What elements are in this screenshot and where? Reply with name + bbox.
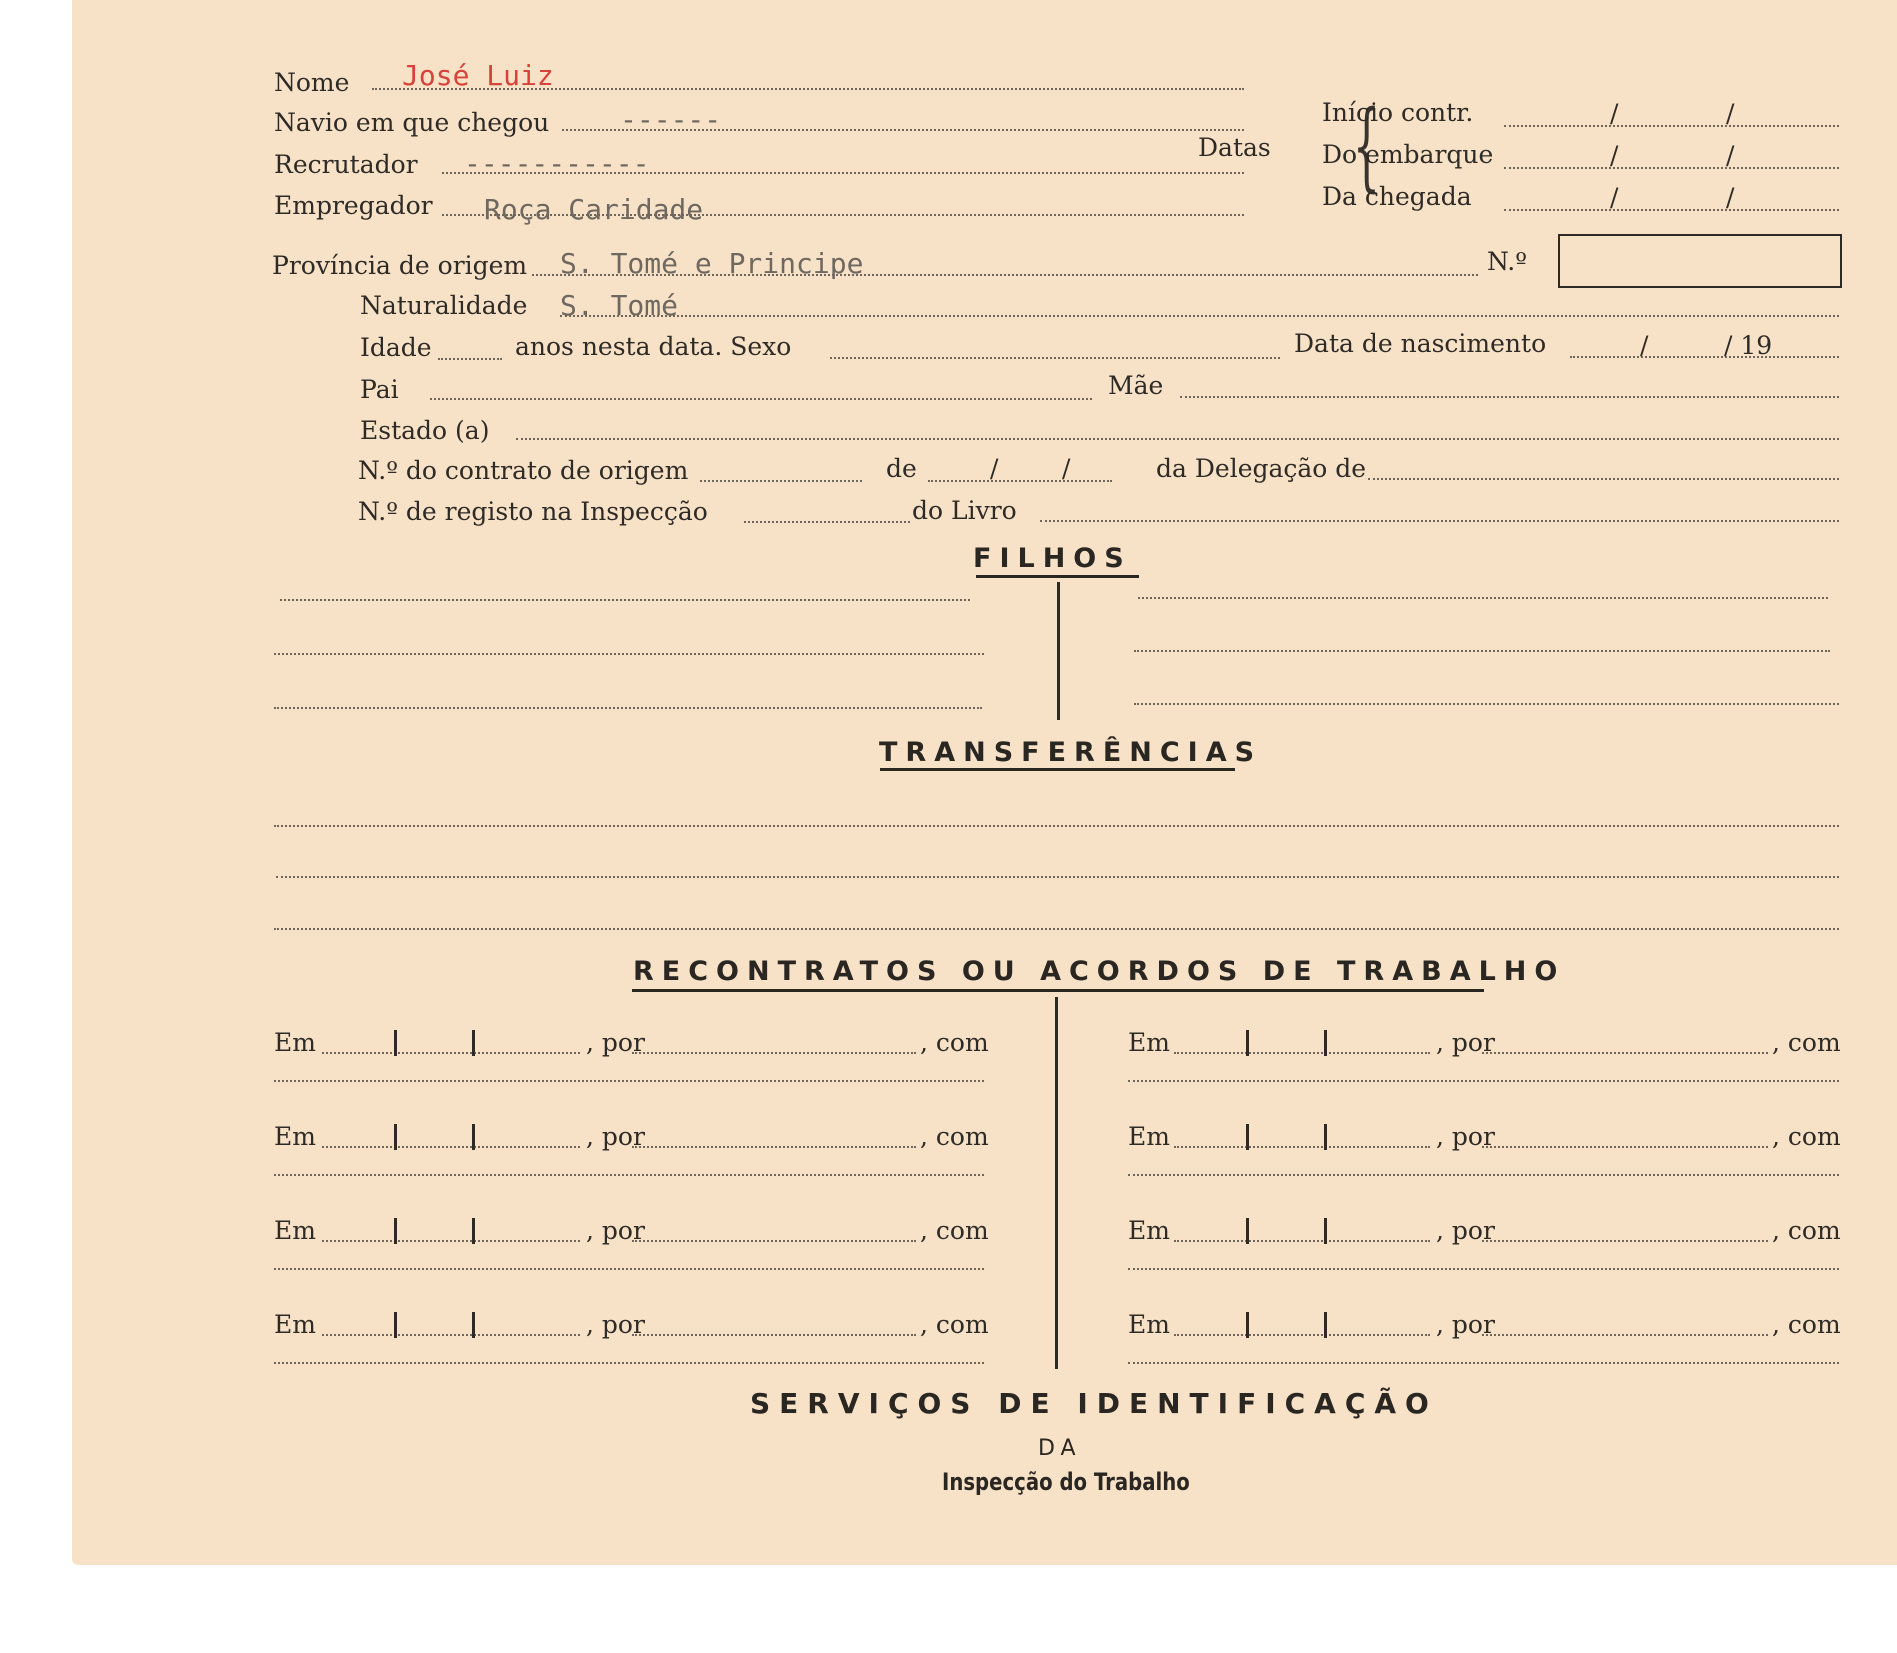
por-field[interactable]	[632, 1240, 916, 1242]
date-separator	[394, 1124, 397, 1150]
nascimento-year: / 19	[1724, 331, 1773, 360]
com-label: , com	[920, 1122, 989, 1151]
com-label: , com	[1772, 1028, 1841, 1057]
sexo-field[interactable]	[830, 357, 1280, 359]
recontratos-heading: RECONTRATOS OU ACORDOS DE TRABALHO	[633, 956, 1566, 987]
date-slash: /	[1062, 454, 1071, 483]
mae-label: Mãe	[1108, 371, 1164, 400]
date-slash: /	[1726, 141, 1735, 170]
por-label: , por	[586, 1216, 645, 1245]
date-separator	[472, 1124, 475, 1150]
naturalidade-label: Naturalidade	[360, 291, 528, 320]
recrutador-label: Recrutador	[274, 150, 418, 179]
por-label: , por	[586, 1310, 645, 1339]
por-field[interactable]	[632, 1334, 916, 1336]
date-slash: /	[1726, 183, 1735, 212]
filhos-line[interactable]	[280, 599, 970, 601]
por-field[interactable]	[1482, 1334, 1768, 1336]
filhos-heading: FILHOS	[973, 543, 1132, 574]
recontrato-date-field[interactable]	[322, 1146, 580, 1148]
recontratos-underline	[632, 989, 1484, 992]
date-separator	[394, 1312, 397, 1338]
com-field[interactable]	[274, 1268, 984, 1270]
filhos-line[interactable]	[1134, 650, 1830, 652]
date-slash: /	[990, 454, 999, 483]
navio-label: Navio em que chegou	[274, 108, 550, 137]
em-label: Em	[1128, 1028, 1170, 1057]
date-slash: /	[1640, 331, 1649, 360]
date-slash: /	[1610, 141, 1619, 170]
por-label: , por	[1436, 1310, 1495, 1339]
navio-value: ------	[620, 103, 722, 136]
recontrato-date-field[interactable]	[322, 1334, 580, 1336]
registo-field[interactable]	[744, 521, 910, 523]
filhos-underline	[976, 575, 1139, 578]
com-label: , com	[1772, 1310, 1841, 1339]
contrato-label: N.º do contrato de origem	[358, 456, 689, 485]
date-slash: /	[1610, 99, 1619, 128]
provincia-label: Província de origem	[272, 251, 528, 280]
numero-label: N.º	[1487, 247, 1527, 276]
filhos-line[interactable]	[274, 707, 982, 709]
com-field[interactable]	[274, 1362, 984, 1364]
livro-field[interactable]	[1040, 520, 1839, 522]
com-field[interactable]	[1128, 1268, 1839, 1270]
embarque-date-field[interactable]	[1504, 167, 1839, 169]
mae-field[interactable]	[1180, 396, 1839, 398]
por-label: , por	[586, 1028, 645, 1057]
transferencias-underline	[880, 768, 1235, 771]
com-field[interactable]	[274, 1174, 984, 1176]
em-label: Em	[274, 1216, 316, 1245]
por-label: , por	[1436, 1028, 1495, 1057]
contrato-date-field[interactable]	[928, 480, 1112, 482]
date-separator	[1324, 1124, 1327, 1150]
pai-label: Pai	[360, 375, 399, 404]
livro-label: do Livro	[912, 496, 1017, 525]
recontrato-date-field[interactable]	[322, 1052, 580, 1054]
por-label: , por	[1436, 1216, 1495, 1245]
date-separator	[472, 1312, 475, 1338]
filhos-line[interactable]	[1138, 597, 1828, 599]
date-separator	[394, 1030, 397, 1056]
inicio-label: Início contr.	[1322, 98, 1474, 127]
date-separator	[1246, 1030, 1249, 1056]
numero-box[interactable]	[1558, 234, 1842, 288]
recontrato-date-field[interactable]	[1174, 1240, 1430, 1242]
transferencias-line[interactable]	[274, 825, 1839, 827]
filhos-line[interactable]	[1134, 703, 1839, 705]
date-separator	[1324, 1312, 1327, 1338]
com-label: , com	[920, 1028, 989, 1057]
com-field[interactable]	[1128, 1362, 1839, 1364]
date-separator	[472, 1030, 475, 1056]
date-separator	[1246, 1124, 1249, 1150]
date-separator	[472, 1218, 475, 1244]
nascimento-label: Data de nascimento	[1294, 329, 1547, 358]
naturalidade-value: S. Tomé	[560, 289, 679, 322]
empregador-label: Empregador	[274, 191, 433, 220]
nascimento-field[interactable]	[1570, 356, 1839, 358]
chegada-label: Da chegada	[1322, 182, 1472, 211]
registo-label: N.º de registo na Inspecção	[358, 497, 708, 526]
anos-sexo-label: anos nesta data. Sexo	[515, 332, 792, 361]
com-label: , com	[1772, 1216, 1841, 1245]
nome-label: Nome	[274, 68, 350, 97]
filhos-line[interactable]	[274, 653, 984, 655]
com-label: , com	[920, 1310, 989, 1339]
datas-brace: {	[1352, 90, 1381, 202]
footer-line1: SERVIÇOS DE IDENTIFICAÇÃO	[750, 1387, 1438, 1420]
contrato-field[interactable]	[700, 480, 862, 482]
inicio-date-field[interactable]	[1504, 125, 1839, 127]
por-label: , por	[586, 1122, 645, 1151]
datas-label: Datas	[1198, 133, 1271, 162]
estado-label: Estado (a)	[360, 416, 490, 445]
nome-value: José Luiz	[402, 59, 554, 92]
date-separator	[1324, 1218, 1327, 1244]
recontrato-date-field[interactable]	[1174, 1334, 1430, 1336]
footer-line3: Inspecção do Trabalho	[942, 1468, 1190, 1496]
delegacao-label: da Delegação de	[1156, 454, 1367, 483]
embarque-label: Do embarque	[1322, 140, 1494, 169]
em-label: Em	[1128, 1122, 1170, 1151]
pai-field[interactable]	[430, 398, 1092, 400]
por-field[interactable]	[1482, 1240, 1768, 1242]
por-field[interactable]	[1482, 1146, 1768, 1148]
com-field[interactable]	[1128, 1080, 1839, 1082]
de-label: de	[886, 454, 917, 483]
em-label: Em	[1128, 1310, 1170, 1339]
date-separator	[394, 1218, 397, 1244]
com-field[interactable]	[274, 1080, 984, 1082]
recontratos-divider	[1055, 997, 1058, 1369]
date-separator	[1324, 1030, 1327, 1056]
recontrato-date-field[interactable]	[1174, 1146, 1430, 1148]
naturalidade-field[interactable]	[560, 315, 1839, 317]
recontrato-date-field[interactable]	[322, 1240, 580, 1242]
date-separator	[1246, 1312, 1249, 1338]
com-label: , com	[1772, 1122, 1841, 1151]
recrutador-value: -----------	[464, 147, 650, 180]
date-slash: /	[1610, 183, 1619, 212]
por-field[interactable]	[632, 1052, 916, 1054]
date-slash: /	[1726, 99, 1735, 128]
recontrato-date-field[interactable]	[1174, 1052, 1430, 1054]
em-label: Em	[274, 1310, 316, 1339]
idade-field[interactable]	[438, 358, 502, 360]
empregador-value: Roça Caridade	[484, 193, 704, 226]
chegada-date-field[interactable]	[1504, 209, 1839, 211]
provincia-value: S. Tomé e Principe	[560, 247, 864, 280]
com-label: , com	[920, 1216, 989, 1245]
transferencias-heading: TRANSFERÊNCIAS	[879, 737, 1263, 768]
por-label: , por	[1436, 1122, 1495, 1151]
filhos-divider	[1057, 582, 1060, 720]
transferencias-line[interactable]	[276, 876, 1839, 878]
em-label: Em	[1128, 1216, 1170, 1245]
com-field[interactable]	[1128, 1174, 1839, 1176]
footer-line2: DA	[1038, 1436, 1082, 1461]
transferencias-line[interactable]	[274, 928, 1839, 930]
em-label: Em	[274, 1122, 316, 1151]
estado-field[interactable]	[516, 438, 1839, 440]
idade-label: Idade	[360, 333, 432, 362]
por-field[interactable]	[632, 1146, 916, 1148]
delegacao-field[interactable]	[1368, 478, 1839, 480]
em-label: Em	[274, 1028, 316, 1057]
date-separator	[1246, 1218, 1249, 1244]
por-field[interactable]	[1482, 1052, 1768, 1054]
form-card	[72, 0, 1897, 1565]
